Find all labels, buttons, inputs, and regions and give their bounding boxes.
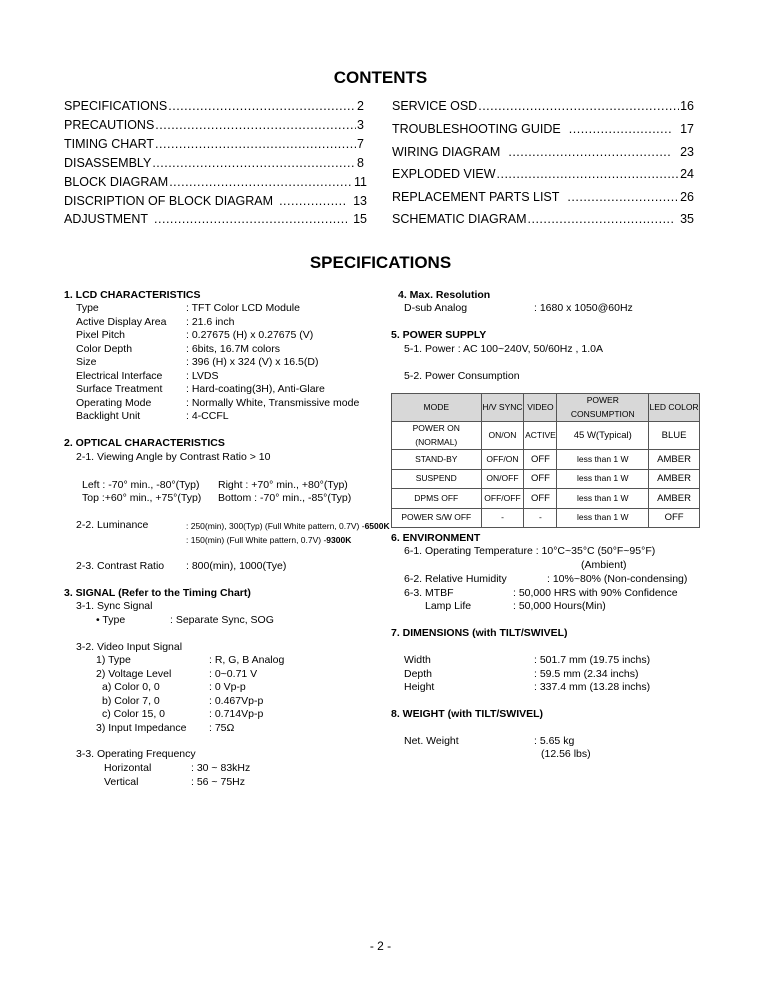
power-table — [391, 393, 700, 528]
lcd-label: Active Display Area — [76, 315, 167, 328]
color-temp: 6500K — [364, 521, 390, 531]
toc-entry[interactable] — [64, 194, 367, 210]
luminance-text: : 150(min) (Full White pattern, 0.7V) - — [186, 535, 327, 545]
video-value: : R, G, B Analog — [209, 654, 285, 666]
table-cell: OFF — [524, 450, 557, 470]
video-value: : 0.467Vp-p — [209, 694, 264, 707]
humidity-label: 6-2. Relative Humidity — [404, 573, 507, 585]
toc-entry[interactable] — [64, 137, 364, 153]
lcd-label: Color Depth — [76, 342, 133, 355]
toc-label: SERVICE OSD — [392, 99, 478, 113]
contrast-label: 2-3. Contrast Ratio — [76, 560, 165, 572]
dimension-value: : 337.4 mm (13.28 inchs) — [534, 681, 651, 693]
table-header: H/V SYNC — [481, 394, 524, 422]
resolution-heading: 4. Max. Resolution — [398, 289, 491, 301]
lcd-label: Size — [76, 356, 97, 368]
table-header: LED COLOR — [649, 394, 700, 422]
table-cell: ACTIVE — [524, 422, 557, 450]
toc-label: ADJUSTMENT — [64, 212, 149, 226]
humidity-value: : 10%~80% (Non-condensing) — [547, 573, 688, 585]
video-label: 1) Type — [96, 654, 131, 666]
table-cell: OFF — [649, 508, 700, 528]
toc-page: 23 — [680, 145, 694, 159]
toc-label: SPECIFICATIONS — [64, 99, 168, 113]
freq-label: Vertical — [104, 775, 139, 788]
lcd-labels — [76, 302, 166, 424]
table-cell: less than 1 W — [557, 450, 649, 470]
toc-label: BLOCK DIAGRAM — [64, 175, 169, 189]
table-cell: STAND-BY — [392, 450, 482, 470]
table-row — [392, 508, 700, 528]
toc-page: 11 — [354, 175, 367, 189]
dimension-value: : 501.7 mm (19.75 inchs) — [534, 654, 651, 666]
table-cell: less than 1 W — [557, 508, 649, 528]
toc-entry[interactable] — [392, 212, 694, 228]
toc-page: 2 — [357, 99, 364, 113]
toc-entry[interactable] — [392, 99, 694, 115]
toc-label: DISCRIPTION OF BLOCK DIAGRAM — [64, 194, 274, 208]
table-cell: POWER S/W OFF — [392, 508, 482, 528]
table-cell: AMBER — [649, 489, 700, 509]
video-value: : 0~0.71 V — [209, 667, 258, 680]
toc-entry[interactable] — [64, 212, 367, 228]
page-number: - 2 - — [369, 939, 392, 953]
toc-page: 8 — [357, 156, 364, 170]
table-row — [392, 450, 700, 470]
video-label: a) Color 0, 0 — [102, 681, 160, 693]
dimension-value: : 59.5 mm (2.34 inchs) — [534, 667, 639, 680]
dimension-labels — [404, 654, 434, 695]
video-label: 2) Voltage Level — [96, 667, 172, 680]
video-values — [209, 654, 284, 735]
lcd-label: Type — [76, 302, 99, 314]
freq-labels — [104, 762, 151, 789]
lcd-value: : 0.27675 (H) x 0.27675 (V) — [186, 329, 314, 341]
table-cell: - — [481, 508, 524, 528]
viewing-top: Top :+60° min., +75°(Typ) — [82, 492, 202, 504]
table-cell: OFF/OFF — [481, 489, 524, 509]
toc-entry[interactable] — [64, 175, 367, 191]
weight-label: Net. Weight — [404, 735, 459, 747]
lcd-value: : 21.6 inch — [186, 315, 235, 328]
lcd-value: : LVDS — [186, 369, 219, 382]
power-consumption-label: 5-2. Power Consumption — [404, 370, 520, 382]
toc-page: 16 — [680, 99, 694, 113]
viewing-bottom: Bottom : -70° min., -85°(Typ) — [218, 492, 352, 504]
table-row — [392, 469, 700, 489]
lcd-label: Electrical Interface — [76, 369, 163, 382]
signal-heading: 3. SIGNAL (Refer to the Timing Chart) — [64, 587, 251, 599]
video-heading: 3-2. Video Input Signal — [76, 641, 183, 653]
toc-page: 24 — [680, 167, 694, 181]
lcd-value: : 4-CCFL — [186, 410, 229, 422]
luminance-label: 2-2. Luminance — [76, 519, 149, 531]
video-labels — [96, 654, 186, 735]
environment-heading: 6. ENVIRONMENT — [391, 532, 481, 544]
video-label: 3) Input Impedance — [96, 721, 187, 734]
weight-value: : 5.65 kg — [534, 735, 575, 747]
table-cell: BLUE — [649, 422, 700, 450]
toc-entry[interactable] — [392, 145, 694, 161]
toc-label: PRECAUTIONS — [64, 118, 155, 132]
table-cell: DPMS OFF — [392, 489, 482, 509]
luminance-line-2 — [186, 534, 351, 548]
lcd-value: : TFT Color LCD Module — [186, 302, 300, 314]
mtbf-label: 6-3. MTBF — [404, 587, 454, 599]
lamp-life-value: : 50,000 Hours(Min) — [513, 600, 606, 612]
power-line: 5-1. Power : AC 100~240V, 50/60Hz , 1.0A — [404, 343, 603, 355]
viewing-angle: 2-1. Viewing Angle by Contrast Ratio > 10 — [76, 451, 271, 463]
luminance-line-1 — [186, 520, 390, 534]
sync-type-value: : Separate Sync, SOG — [170, 614, 274, 626]
viewing-left: Left : -70° min., -80°(Typ) — [82, 479, 200, 491]
freq-values — [191, 762, 250, 789]
dimension-label: Width — [404, 654, 431, 666]
lamp-life-label: Lamp Life — [425, 600, 472, 612]
table-cell: OFF/ON — [481, 450, 524, 470]
freq-value: : 56 ~ 75Hz — [191, 775, 245, 788]
video-value: : 75Ω — [209, 721, 235, 734]
video-value: : 0.714Vp-p — [209, 708, 264, 720]
toc-label: EXPLODED VIEW — [392, 167, 496, 181]
table-cell: - — [524, 508, 557, 528]
toc-entry[interactable] — [64, 118, 364, 134]
viewing-right: Right : +70° min., +80°(Typ) — [218, 479, 348, 491]
toc-page: 7 — [357, 137, 364, 151]
video-label: b) Color 7, 0 — [102, 694, 160, 707]
toc-page: 35 — [680, 212, 694, 226]
lcd-value: : 6bits, 16.7M colors — [186, 342, 280, 355]
dimension-values — [534, 654, 650, 695]
lcd-values — [186, 302, 359, 424]
table-cell: less than 1 W — [557, 469, 649, 489]
weight-heading: 8. WEIGHT (with TILT/SWIVEL) — [391, 708, 544, 720]
table-cell: ON/ON — [481, 422, 524, 450]
table-row — [392, 422, 700, 450]
toc-label: TIMING CHART — [64, 137, 155, 151]
table-cell: OFF — [524, 489, 557, 509]
luminance-text: : 250(min), 300(Typ) (Full White pattern, 0.7V) - — [186, 521, 365, 531]
mtbf-value: : 50,000 HRS with 90% Confidence — [513, 587, 678, 599]
power-heading: 5. POWER SUPPLY — [391, 329, 487, 341]
resolution-label: D-sub Analog — [404, 302, 468, 314]
lcd-label: Pixel Pitch — [76, 329, 126, 341]
lcd-label: Operating Mode — [76, 396, 152, 409]
table-header-row — [392, 394, 700, 422]
toc-page: 26 — [680, 190, 694, 204]
table-cell: AMBER — [649, 469, 700, 489]
sync-type-label: • Type — [96, 614, 126, 626]
toc-label: WIRING DIAGRAM — [392, 145, 501, 159]
toc-label: SCHEMATIC DIAGRAM — [392, 212, 527, 226]
lcd-value: : 396 (H) x 324 (V) x 16.5(D) — [186, 356, 319, 368]
table-cell: ON/OFF — [481, 469, 524, 489]
operating-temperature: 6-1. Operating Temperature : 10°C~35°C (50°F~95°F) — [404, 545, 656, 557]
lcd-label: Surface Treatment — [76, 383, 163, 395]
toc-page: 13 — [353, 194, 367, 208]
dimension-label: Height — [404, 681, 435, 693]
contrast-value: : 800(min), 1000(Tye) — [186, 560, 287, 572]
toc-label: DISASSEMBLY — [64, 156, 152, 170]
specifications-title: SPECIFICATIONS — [309, 253, 452, 272]
toc-page: 15 — [353, 212, 367, 226]
toc-entry[interactable] — [64, 156, 364, 172]
video-label: c) Color 15, 0 — [102, 708, 166, 720]
dimensions-heading: 7. DIMENSIONS (with TILT/SWIVEL) — [391, 627, 568, 639]
contents-title: CONTENTS — [333, 68, 428, 87]
ambient-note: (Ambient) — [581, 559, 627, 571]
table-row — [392, 489, 700, 509]
table-cell: 45 W(Typical) — [557, 422, 649, 450]
toc-entry[interactable] — [392, 122, 694, 138]
toc-label: TROUBLESHOOTING GUIDE — [392, 122, 561, 136]
table-cell: SUSPEND — [392, 469, 482, 489]
weight-value-lbs: (12.56 lbs) — [541, 748, 591, 760]
optical-heading: 2. OPTICAL CHARACTERISTICS — [64, 437, 225, 449]
lcd-value: : Normally White, Transmissive mode — [186, 396, 360, 409]
toc-page: 3 — [357, 118, 364, 132]
table-cell: less than 1 W — [557, 489, 649, 509]
video-value: : 0 Vp-p — [209, 681, 246, 693]
freq-heading: 3-3. Operating Frequency — [76, 748, 196, 760]
resolution-value: : 1680 x 1050@60Hz — [534, 302, 633, 314]
lcd-heading: 1. LCD CHARACTERISTICS — [64, 289, 201, 301]
toc-entry[interactable] — [392, 167, 694, 183]
table-header: MODE — [392, 394, 482, 422]
table-header: VIDEO — [524, 394, 557, 422]
freq-label: Horizontal — [104, 762, 152, 774]
toc-label: REPLACEMENT PARTS LIST — [392, 190, 560, 204]
table-cell: POWER ON (NORMAL) — [392, 422, 482, 450]
dimension-label: Depth — [404, 667, 433, 680]
table-header: POWER CONSUMPTION — [557, 394, 649, 422]
lcd-value: : Hard-coating(3H), Anti-Glare — [186, 383, 325, 395]
sync-heading: 3-1. Sync Signal — [76, 600, 153, 612]
table-cell: AMBER — [649, 450, 700, 470]
freq-value: : 30 ~ 83kHz — [191, 762, 251, 774]
lcd-label: Backlight Unit — [76, 410, 141, 422]
color-temp: 9300K — [326, 535, 352, 545]
toc-page: 17 — [680, 122, 694, 136]
toc-entry[interactable] — [64, 99, 364, 115]
toc-entry[interactable] — [392, 190, 694, 206]
table-cell: OFF — [524, 469, 557, 489]
